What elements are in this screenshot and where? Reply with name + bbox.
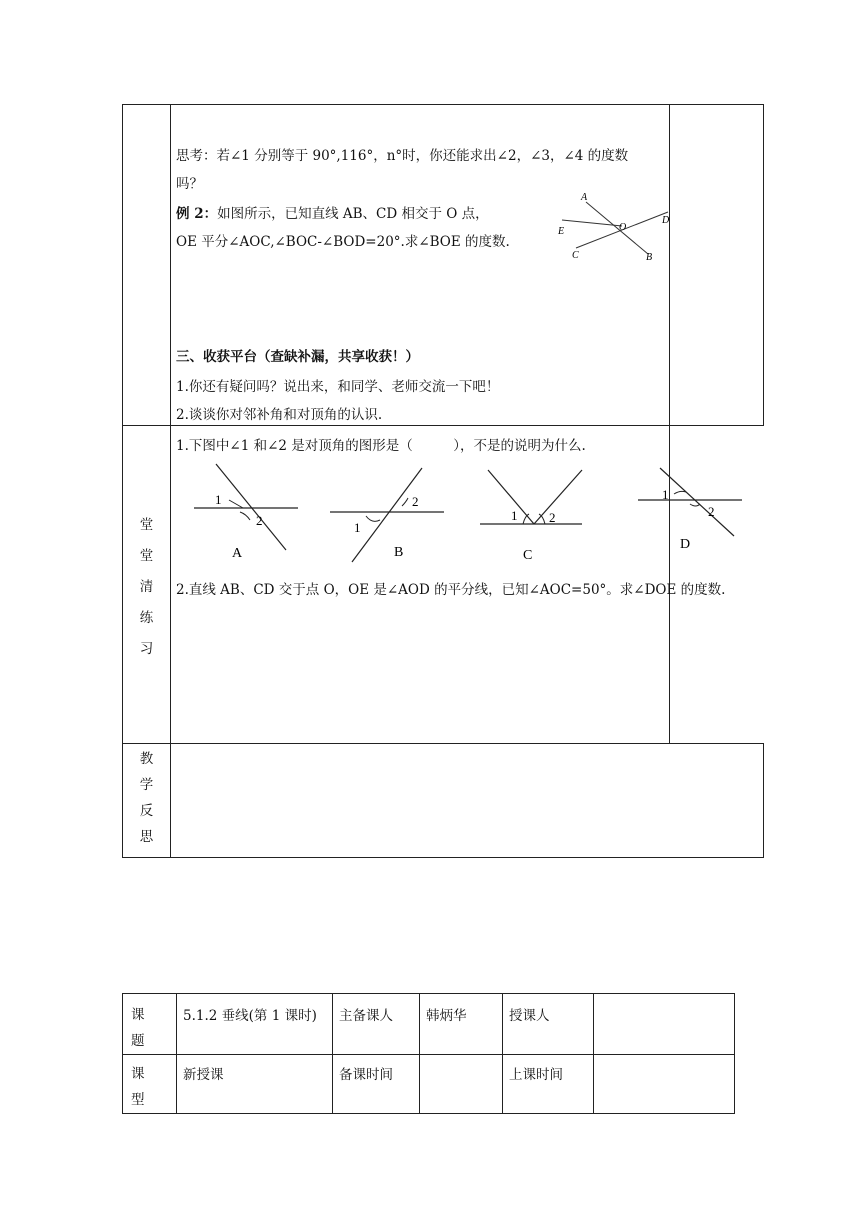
option-a-figure [194,464,298,561]
example-2-label: 例 2： [176,206,218,222]
teacher-value [594,994,735,1055]
lesson-type: 新授课 [177,1055,333,1114]
label-b: B [646,252,653,263]
label-o: O [619,222,627,233]
reflection-label [123,746,170,850]
angle-2-label: 2 [708,504,715,519]
type-label-char: 课 [131,1066,145,1082]
harvest-item-1: 1.你还有疑问吗？说出来，和同学、老师交流一下吧！ [176,379,500,395]
class-time-value [594,1055,735,1114]
question-1: 1.下图中∠1 和∠2 是对顶角的图形是（ ），不是的说明为什么. [176,438,586,454]
class-time-label: 上课时间 [503,1055,594,1114]
type-label-char: 型 [131,1092,145,1108]
reflection-content-cell [171,744,764,858]
label-e: E [558,226,565,237]
option-a-label: A [232,546,243,561]
ray-oe [562,220,622,226]
option-d-label: D [680,537,691,552]
prep-time-value [420,1055,503,1114]
prep-time-label: 备课时间 [333,1055,420,1114]
header-cell-type [123,1055,177,1114]
header-cell-topic [123,994,177,1055]
harvest-item-2: 2.谈谈你对邻补角和对顶角的认识. [176,407,383,423]
practice-label-char: 堂 [139,548,154,564]
angle-1-label: 1 [662,487,669,502]
practice-label-char: 习 [139,641,154,657]
reflection-label-char: 教 [139,751,154,767]
reflection-label-char: 学 [139,777,154,793]
intersecting-lines-figure [550,188,675,263]
think-line-2: 吗？ [176,176,203,192]
option-b-label: B [394,545,404,560]
angle-2-label: 2 [549,510,556,525]
label-a: A [581,192,588,203]
topic-label-char: 课 [131,1007,145,1023]
option-b-figure [330,468,444,562]
lesson-title: 5.1.2 垂线(第 1 课时) [177,994,333,1055]
practice-label-char: 清 [139,579,154,595]
section-label-cell-empty [123,105,171,426]
angle-2-label: 2 [412,494,419,509]
think-line-1: 思考：若∠1 分别等于 90°,116°，n°时，你还能求出∠2，∠3，∠4 的度数 [176,148,629,164]
info-table [122,993,735,1114]
label-d: D [662,215,670,226]
notes-cell [670,105,764,426]
example-2-line-2: OE 平分∠AOC,∠BOC-∠BOD=20°.求∠BOE 的度数. [176,234,510,250]
question-2: 2.直线 AB、CD 交于点 O，OE 是∠AOD 的平分线，已知∠AOC=50°。求∠DOE 的度数. [176,582,726,598]
label-c: C [572,250,579,261]
teacher-label: 授课人 [503,994,594,1055]
option-c-label: C [523,548,533,563]
angle-options-figure [180,460,780,570]
option-d-figure [638,468,742,552]
line-ab [586,202,648,254]
chief-preparer-name: 韩炳华 [420,994,503,1055]
angle-1-label: 1 [354,520,361,535]
option-c-figure [480,470,582,563]
topic-label-char: 题 [131,1033,145,1049]
angle-2-label: 2 [256,513,263,528]
angle-1-label: 1 [511,508,518,523]
harvest-title: 三、收获平台（查缺补漏，共享收获！） [176,349,419,365]
reflection-label-char: 思 [139,829,154,845]
reflection-label-char: 反 [139,803,154,819]
example-2-line-1 [176,202,489,222]
practice-label [123,510,170,665]
chief-preparer-label: 主备课人 [333,994,420,1055]
example-2-text: 如图所示，已知直线 AB、CD 相交于 O 点， [217,206,489,222]
practice-label-char: 练 [139,610,154,626]
angle-1-label: 1 [215,492,222,507]
practice-label-char: 堂 [139,517,154,533]
